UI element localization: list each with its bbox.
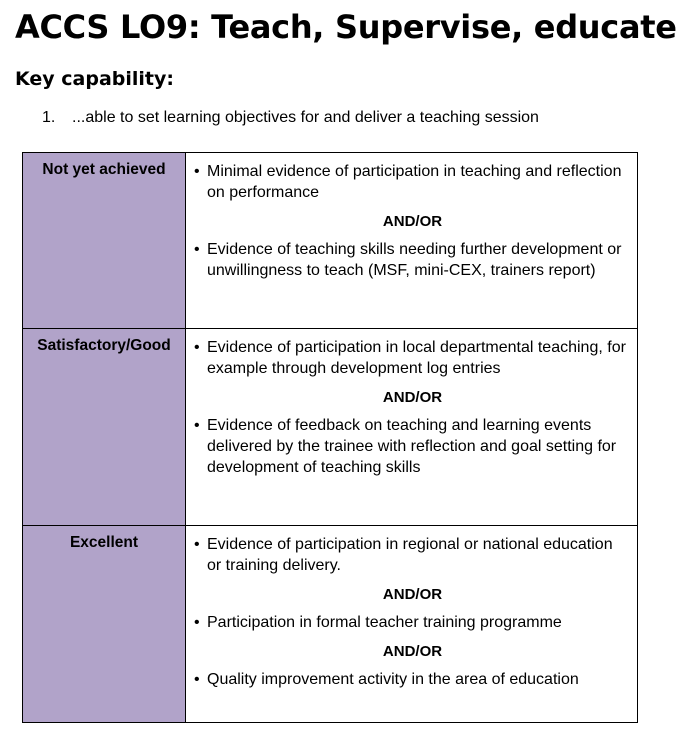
assessment-table — [22, 152, 638, 723]
criteria-text: Minimal evidence of participation in teaching and reflection on performance — [207, 163, 622, 201]
criteria-item — [194, 669, 631, 690]
connector-label: AND/OR — [382, 389, 443, 406]
key-capability-heading: Key capability: — [15, 68, 174, 90]
connector-label: AND/OR — [382, 213, 443, 230]
criteria-text: Quality improvement activity in the area of education — [207, 671, 579, 688]
criteria-text: Evidence of teaching skills needing further development or unwillingness to teach (MSF, mini-CEX, trainers report) — [207, 241, 622, 279]
criteria-text: Evidence of participation in regional or national education or training delivery. — [207, 536, 613, 574]
bullet-icon: • — [194, 671, 200, 688]
capability-item — [42, 109, 539, 127]
criteria-text: Participation in formal teacher training programme — [207, 614, 562, 631]
bullet-icon: • — [194, 536, 200, 553]
criteria-item — [194, 534, 631, 576]
capability-text: ...able to set learning objectives for and deliver a teaching session — [72, 109, 539, 126]
table-row — [23, 329, 638, 526]
table-row — [23, 153, 638, 329]
page-title: ACCS LO9: Teach, Supervise, educate — [15, 8, 677, 46]
criteria-item — [194, 415, 631, 478]
criteria-item — [194, 161, 631, 203]
bullet-icon: • — [194, 163, 200, 180]
criteria-item — [194, 612, 631, 633]
criteria-text: Evidence of feedback on teaching and learning events delivered by the trainee with reflection and goal setting for development of teaching skills — [207, 417, 617, 476]
level-cell: Not yet achieved — [23, 153, 186, 329]
connector-label: AND/OR — [382, 643, 443, 660]
criteria-cell — [186, 526, 638, 723]
capability-number: 1. — [42, 109, 56, 126]
connector-label: AND/OR — [382, 586, 443, 603]
capability-list — [42, 109, 539, 127]
criteria-item — [194, 337, 631, 379]
table-row — [23, 526, 638, 723]
criteria-text: Evidence of participation in local departmental teaching, for example through development log entries — [207, 339, 626, 377]
bullet-icon: • — [194, 417, 200, 434]
criteria-item — [194, 239, 631, 281]
criteria-cell — [186, 153, 638, 329]
level-cell: Satisfactory/Good — [23, 329, 186, 526]
level-cell: Excellent — [23, 526, 186, 723]
bullet-icon: • — [194, 614, 200, 631]
bullet-icon: • — [194, 339, 200, 356]
bullet-icon: • — [194, 241, 200, 258]
criteria-cell — [186, 329, 638, 526]
